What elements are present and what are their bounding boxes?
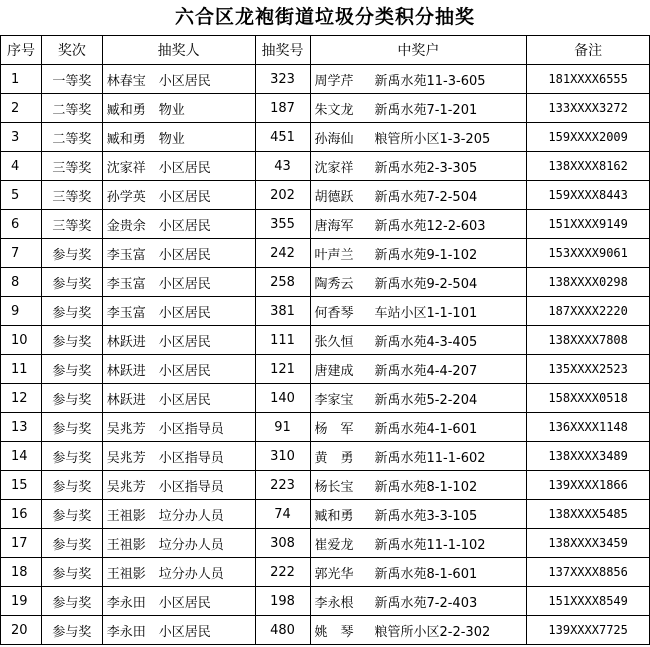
cell-prize[interactable]: 一等奖 <box>41 65 102 94</box>
cell-drawer[interactable] <box>102 65 255 94</box>
cell-drawer[interactable] <box>102 384 255 413</box>
cell-number[interactable]: 242 <box>255 239 310 268</box>
cell-seq[interactable]: 18 <box>1 558 42 587</box>
cell-seq[interactable]: 16 <box>1 500 42 529</box>
winner-name: 陶秀云 <box>314 276 354 292</box>
cell-number[interactable]: 91 <box>255 413 310 442</box>
header-row <box>1 36 650 65</box>
cell-number[interactable]: 140 <box>255 384 310 413</box>
winner-name: 杨长宝 <box>314 479 354 495</box>
drawer-name: 林跃进 <box>106 363 146 379</box>
drawer-role: 小区居民 <box>158 334 211 350</box>
winner-address: 新禹水苑11-3-605 <box>374 73 486 89</box>
table-row <box>1 94 650 123</box>
cell-number[interactable]: 74 <box>255 500 310 529</box>
cell-winner[interactable] <box>310 239 527 268</box>
cell-winner[interactable] <box>310 500 527 529</box>
cell-seq[interactable]: 10 <box>1 326 42 355</box>
drawer-role: 小区指导员 <box>158 450 224 466</box>
cell-seq[interactable]: 20 <box>1 616 42 645</box>
table-row <box>1 587 650 616</box>
winner-address: 新禹水苑2-3-305 <box>374 160 478 176</box>
cell-seq[interactable]: 11 <box>1 355 42 384</box>
cell-seq[interactable]: 13 <box>1 413 42 442</box>
cell-drawer[interactable] <box>102 239 255 268</box>
lottery-table <box>0 35 650 645</box>
cell-number[interactable]: 121 <box>255 355 310 384</box>
cell-prize[interactable]: 参与奖 <box>41 442 102 471</box>
cell-prize[interactable]: 参与奖 <box>41 413 102 442</box>
winner-name: 郭光华 <box>314 566 354 582</box>
cell-prize[interactable]: 参与奖 <box>41 239 102 268</box>
winner-address: 新禹水苑7-2-403 <box>374 595 478 611</box>
table-row <box>1 413 650 442</box>
winner-address: 新禹水苑4-1-601 <box>374 421 478 437</box>
cell-winner[interactable] <box>310 326 527 355</box>
cell-prize[interactable]: 参与奖 <box>41 471 102 500</box>
cell-note[interactable]: 187XXXX2220 <box>527 297 650 326</box>
cell-drawer[interactable] <box>102 268 255 297</box>
drawer-role: 小区指导员 <box>158 479 224 495</box>
header-note[interactable]: 备注 <box>527 36 650 65</box>
drawer-name: 李玉富 <box>106 276 146 292</box>
cell-drawer[interactable] <box>102 181 255 210</box>
winner-address: 新禹水苑7-1-201 <box>374 102 478 118</box>
cell-winner[interactable] <box>310 297 527 326</box>
drawer-role: 小区居民 <box>158 247 211 263</box>
cell-winner[interactable] <box>310 152 527 181</box>
drawer-name: 吴兆芳 <box>106 450 146 466</box>
cell-note[interactable]: 138XXXX7808 <box>527 326 650 355</box>
cell-seq[interactable]: 6 <box>1 210 42 239</box>
drawer-role: 小区居民 <box>158 160 211 176</box>
cell-note[interactable]: 138XXXX3489 <box>527 442 650 471</box>
cell-note[interactable]: 135XXXX2523 <box>527 355 650 384</box>
table-row <box>1 500 650 529</box>
drawer-name: 王祖影 <box>106 566 146 582</box>
drawer-name: 臧和勇 <box>106 102 146 118</box>
cell-winner[interactable] <box>310 384 527 413</box>
table-row <box>1 616 650 645</box>
table-row <box>1 558 650 587</box>
cell-note[interactable]: 133XXXX3272 <box>527 94 650 123</box>
cell-number[interactable]: 223 <box>255 471 310 500</box>
cell-drawer[interactable] <box>102 558 255 587</box>
winner-address: 新禹水苑4-4-207 <box>374 363 478 379</box>
cell-number[interactable]: 381 <box>255 297 310 326</box>
table-row <box>1 326 650 355</box>
cell-drawer[interactable] <box>102 500 255 529</box>
cell-drawer[interactable] <box>102 413 255 442</box>
cell-prize[interactable]: 参与奖 <box>41 500 102 529</box>
drawer-role: 小区居民 <box>158 73 211 89</box>
winner-address: 车站小区1-1-101 <box>374 305 478 321</box>
cell-seq[interactable]: 7 <box>1 239 42 268</box>
cell-note[interactable]: 138XXXX5485 <box>527 500 650 529</box>
drawer-name: 金贵余 <box>106 218 146 234</box>
drawer-role: 垃分办人员 <box>158 537 224 553</box>
cell-winner[interactable] <box>310 210 527 239</box>
cell-prize[interactable]: 参与奖 <box>41 326 102 355</box>
header-number[interactable]: 抽奖号 <box>255 36 310 65</box>
cell-drawer[interactable] <box>102 326 255 355</box>
winner-name: 叶声兰 <box>314 247 354 263</box>
winner-address: 粮管所小区1-3-205 <box>374 131 491 147</box>
cell-note[interactable]: 159XXXX2009 <box>527 123 650 152</box>
winner-name: 姚 琴 <box>314 624 354 640</box>
cell-number[interactable]: 198 <box>255 587 310 616</box>
winner-name: 李永根 <box>314 595 354 611</box>
winner-name: 唐建成 <box>314 363 354 379</box>
cell-seq[interactable]: 19 <box>1 587 42 616</box>
winner-name: 胡德跃 <box>314 189 354 205</box>
cell-note[interactable]: 138XXXX3459 <box>527 529 650 558</box>
cell-drawer[interactable] <box>102 152 255 181</box>
winner-address: 粮管所小区2-2-302 <box>374 624 491 640</box>
cell-number[interactable]: 451 <box>255 123 310 152</box>
winner-address: 新禹水苑3-3-105 <box>374 508 478 524</box>
cell-seq[interactable]: 14 <box>1 442 42 471</box>
winner-name: 沈家祥 <box>314 160 354 176</box>
drawer-name: 孙学英 <box>106 189 146 205</box>
drawer-name: 王祖影 <box>106 537 146 553</box>
cell-number[interactable]: 187 <box>255 94 310 123</box>
winner-address: 新禹水苑9-2-504 <box>374 276 478 292</box>
cell-prize[interactable]: 三等奖 <box>41 152 102 181</box>
cell-prize[interactable]: 参与奖 <box>41 587 102 616</box>
cell-drawer[interactable] <box>102 297 255 326</box>
cell-drawer[interactable] <box>102 94 255 123</box>
winner-name: 唐海军 <box>314 218 354 234</box>
cell-prize[interactable]: 二等奖 <box>41 123 102 152</box>
table-row <box>1 268 650 297</box>
table-row <box>1 384 650 413</box>
drawer-role: 小区居民 <box>158 624 211 640</box>
cell-seq[interactable]: 3 <box>1 123 42 152</box>
cell-note[interactable]: 138XXXX8162 <box>527 152 650 181</box>
header-drawer[interactable]: 抽奖人 <box>102 36 255 65</box>
drawer-name: 沈家祥 <box>106 160 146 176</box>
drawer-name: 李永田 <box>106 624 146 640</box>
cell-winner[interactable] <box>310 123 527 152</box>
cell-winner[interactable] <box>310 355 527 384</box>
cell-seq[interactable]: 4 <box>1 152 42 181</box>
cell-winner[interactable] <box>310 587 527 616</box>
cell-note[interactable]: 137XXXX8856 <box>527 558 650 587</box>
cell-prize[interactable]: 三等奖 <box>41 181 102 210</box>
cell-number[interactable]: 258 <box>255 268 310 297</box>
cell-note[interactable]: 139XXXX1866 <box>527 471 650 500</box>
drawer-role: 垃分办人员 <box>158 566 224 582</box>
winner-address: 新禹水苑11-1-102 <box>374 537 486 553</box>
cell-prize[interactable]: 三等奖 <box>41 210 102 239</box>
winner-name: 崔爱龙 <box>314 537 354 553</box>
cell-winner[interactable] <box>310 529 527 558</box>
cell-note[interactable]: 181XXXX6555 <box>527 65 650 94</box>
cell-number[interactable]: 202 <box>255 181 310 210</box>
cell-seq[interactable]: 9 <box>1 297 42 326</box>
winner-address: 新禹水苑9-1-102 <box>374 247 478 263</box>
drawer-name: 王祖影 <box>106 508 146 524</box>
cell-winner[interactable] <box>310 94 527 123</box>
cell-note[interactable]: 138XXXX0298 <box>527 268 650 297</box>
header-seq[interactable]: 序号 <box>1 36 42 65</box>
table-row <box>1 442 650 471</box>
winner-address: 新禹水苑7-2-504 <box>374 189 478 205</box>
cell-number[interactable]: 355 <box>255 210 310 239</box>
header-winner[interactable]: 中奖户 <box>310 36 527 65</box>
cell-number[interactable]: 222 <box>255 558 310 587</box>
cell-prize[interactable]: 参与奖 <box>41 616 102 645</box>
cell-winner[interactable] <box>310 413 527 442</box>
cell-note[interactable]: 158XXXX0518 <box>527 384 650 413</box>
drawer-role: 小区居民 <box>158 363 211 379</box>
cell-note[interactable]: 159XXXX8443 <box>527 181 650 210</box>
drawer-role: 物业 <box>158 102 185 118</box>
drawer-name: 吴兆芳 <box>106 421 146 437</box>
cell-number[interactable]: 111 <box>255 326 310 355</box>
cell-drawer[interactable] <box>102 616 255 645</box>
cell-seq[interactable]: 8 <box>1 268 42 297</box>
winner-address: 新禹水苑8-1-601 <box>374 566 478 582</box>
drawer-role: 垃分办人员 <box>158 508 224 524</box>
cell-note[interactable]: 136XXXX1148 <box>527 413 650 442</box>
winner-name: 张久恒 <box>314 334 354 350</box>
drawer-role: 小区居民 <box>158 595 211 611</box>
drawer-name: 李玉富 <box>106 247 146 263</box>
cell-winner[interactable] <box>310 442 527 471</box>
cell-drawer[interactable] <box>102 210 255 239</box>
table-row <box>1 297 650 326</box>
cell-drawer[interactable] <box>102 471 255 500</box>
winner-address: 新禹水苑12-2-603 <box>374 218 486 234</box>
cell-drawer[interactable] <box>102 442 255 471</box>
cell-note[interactable]: 139XXXX7725 <box>527 616 650 645</box>
winner-name: 李家宝 <box>314 392 354 408</box>
cell-prize[interactable]: 参与奖 <box>41 558 102 587</box>
table-row <box>1 239 650 268</box>
winner-address: 新禹水苑5-2-204 <box>374 392 478 408</box>
cell-prize[interactable]: 二等奖 <box>41 94 102 123</box>
table-row <box>1 355 650 384</box>
drawer-role: 小区居民 <box>158 189 211 205</box>
header-prize[interactable]: 奖次 <box>41 36 102 65</box>
drawer-name: 吴兆芳 <box>106 479 146 495</box>
drawer-role: 小区居民 <box>158 276 211 292</box>
drawer-name: 林跃进 <box>106 392 146 408</box>
cell-number[interactable]: 43 <box>255 152 310 181</box>
cell-winner[interactable] <box>310 65 527 94</box>
table-row <box>1 65 650 94</box>
cell-seq[interactable]: 5 <box>1 181 42 210</box>
table-row <box>1 152 650 181</box>
cell-winner[interactable] <box>310 268 527 297</box>
winner-name: 何香琴 <box>314 305 354 321</box>
cell-drawer[interactable] <box>102 355 255 384</box>
cell-winner[interactable] <box>310 616 527 645</box>
cell-drawer[interactable] <box>102 587 255 616</box>
cell-number[interactable]: 310 <box>255 442 310 471</box>
cell-note[interactable]: 153XXXX9061 <box>527 239 650 268</box>
cell-winner[interactable] <box>310 181 527 210</box>
cell-drawer[interactable] <box>102 123 255 152</box>
cell-number[interactable]: 308 <box>255 529 310 558</box>
cell-note[interactable]: 151XXXX9149 <box>527 210 650 239</box>
cell-prize[interactable]: 参与奖 <box>41 268 102 297</box>
table-row <box>1 210 650 239</box>
cell-seq[interactable]: 12 <box>1 384 42 413</box>
table-row <box>1 123 650 152</box>
cell-number[interactable]: 323 <box>255 65 310 94</box>
drawer-name: 李永田 <box>106 595 146 611</box>
cell-winner[interactable] <box>310 558 527 587</box>
winner-name: 朱文龙 <box>314 102 354 118</box>
drawer-role: 小区居民 <box>158 392 211 408</box>
cell-winner[interactable] <box>310 471 527 500</box>
winner-name: 孙海仙 <box>314 131 354 147</box>
drawer-name: 李玉富 <box>106 305 146 321</box>
cell-prize[interactable]: 参与奖 <box>41 529 102 558</box>
drawer-role: 物业 <box>158 131 185 147</box>
cell-seq[interactable]: 2 <box>1 94 42 123</box>
cell-seq[interactable]: 17 <box>1 529 42 558</box>
table-row <box>1 471 650 500</box>
drawer-role: 小区居民 <box>158 218 211 234</box>
winner-name: 黄 勇 <box>314 450 354 466</box>
table-row <box>1 181 650 210</box>
cell-prize[interactable]: 参与奖 <box>41 355 102 384</box>
winner-name: 周学芹 <box>314 73 354 89</box>
cell-prize[interactable]: 参与奖 <box>41 384 102 413</box>
table-row <box>1 529 650 558</box>
winner-address: 新禹水苑11-1-602 <box>374 450 486 466</box>
drawer-name: 林跃进 <box>106 334 146 350</box>
winner-name: 臧和勇 <box>314 508 354 524</box>
cell-note[interactable]: 151XXXX8549 <box>527 587 650 616</box>
cell-seq[interactable]: 15 <box>1 471 42 500</box>
sheet-title: 六合区龙袍街道垃圾分类积分抽奖 <box>174 6 475 28</box>
drawer-role: 小区居民 <box>158 305 211 321</box>
winner-address: 新禹水苑8-1-102 <box>374 479 478 495</box>
drawer-name: 林春宝 <box>106 73 146 89</box>
drawer-role: 小区指导员 <box>158 421 224 437</box>
drawer-name: 臧和勇 <box>106 131 146 147</box>
cell-number[interactable]: 480 <box>255 616 310 645</box>
cell-drawer[interactable] <box>102 529 255 558</box>
cell-seq[interactable]: 1 <box>1 65 42 94</box>
winner-name: 杨 军 <box>314 421 354 437</box>
winner-address: 新禹水苑4-3-405 <box>374 334 478 350</box>
cell-prize[interactable]: 参与奖 <box>41 297 102 326</box>
